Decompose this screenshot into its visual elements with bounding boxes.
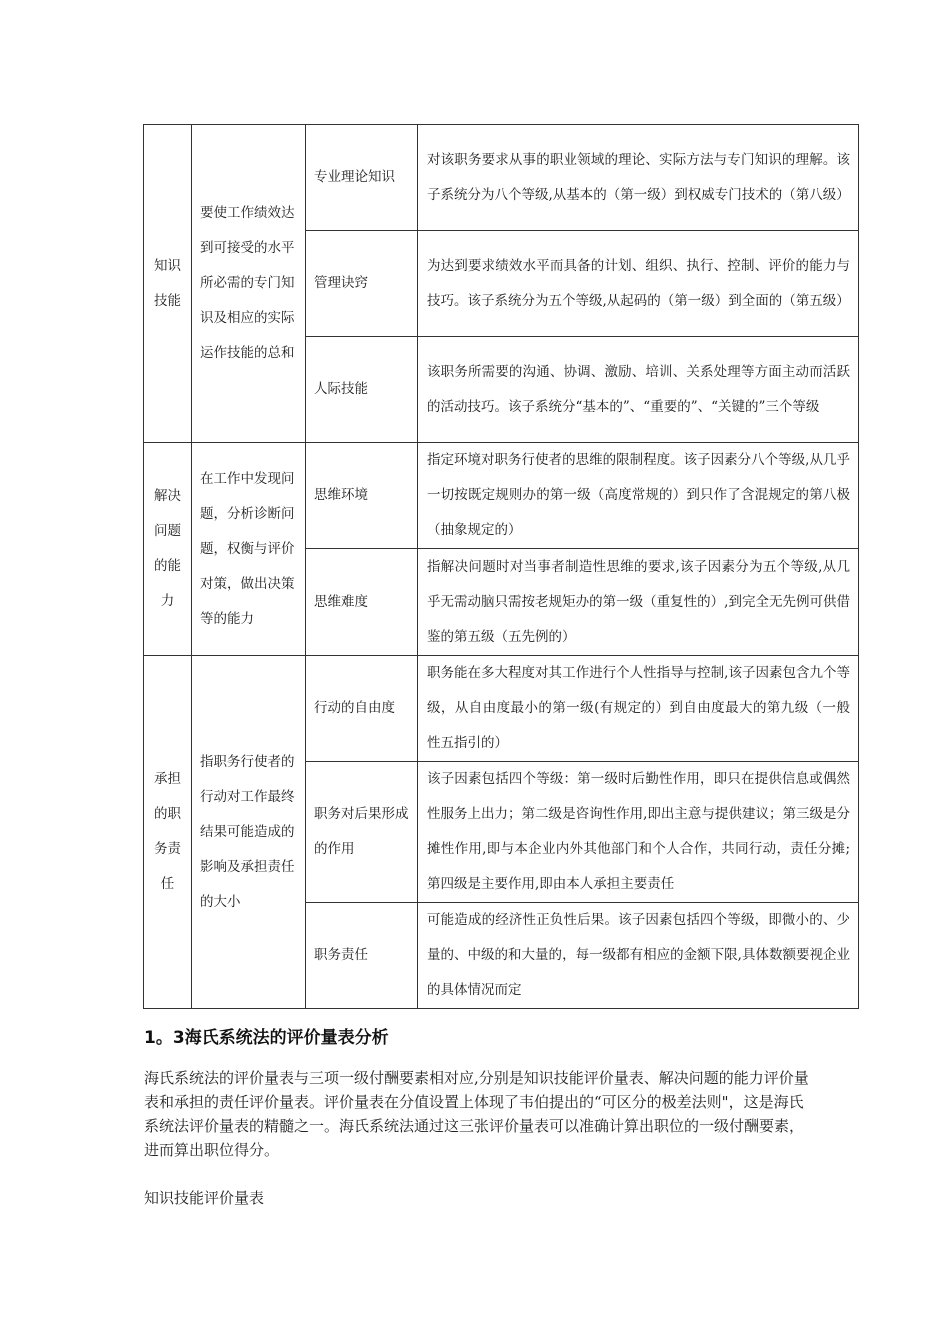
subfactor-cell	[306, 337, 418, 443]
description-cell	[418, 443, 859, 549]
table-row	[144, 125, 859, 231]
table-row	[144, 443, 859, 549]
definition-text: 指职务行使者的行动对工作最终结果可能造成的影响及承担责任的大小	[200, 753, 295, 910]
description-cell	[418, 762, 859, 903]
definition-cell	[192, 656, 306, 1009]
category-cell	[144, 443, 192, 656]
subfactor-label: 思维环境	[314, 487, 368, 503]
description-cell	[418, 337, 859, 443]
subfactor-label: 专业理论知识	[314, 169, 395, 185]
definition-text: 在工作中发现问题，分析诊断问题，权衡与评价对策，做出决策等的能力	[200, 470, 295, 627]
category-label: 解决问题的能力	[154, 488, 181, 609]
category-label: 知识技能	[154, 257, 181, 309]
definition-cell	[192, 443, 306, 656]
subfactor-label: 管理诀窍	[314, 275, 368, 291]
category-label: 承担的职务责任	[154, 771, 181, 892]
description-text: 为达到要求绩效水平而具备的计划、组织、执行、控制、评价的能力与技巧。该子系统分为五个等级,从起码的（第一级）到全面的（第五级）	[427, 257, 850, 309]
definition-text: 要使工作绩效达到可接受的水平所必需的专门知识及相应的实际运作技能的总和	[200, 205, 295, 361]
description-text: 对该职务要求从事的职业领域的理论、实际方法与专门知识的理解。该子系统分为八个等级,从基本的（第一级）到权威专门技术的（第八级）	[427, 151, 850, 203]
subfactor-label: 行动的自由度	[314, 700, 395, 716]
subfactor-cell	[306, 656, 418, 762]
description-text: 该子因素包括四个等级：第一级时后勤性作用，即只在提供信息或偶然性服务上出力；第二级是咨询性作用,即出主意与提供建议；第三级是分摊性作用,即与本企业内外其他部门和个人合作，共同行动，责任分摊;第四级是主要作用,即由本人承担主要责任	[427, 771, 850, 892]
description-cell	[418, 549, 859, 656]
description-text: 职务能在多大程度对其工作进行个人性指导与控制,该子因素包含九个等级，从自由度最小的第一级(有规定的）到自由度最大的第九级（一般性五指引的）	[427, 665, 850, 751]
description-text: 可能造成的经济性正负性后果。该子因素包括四个等级，即微小的、少量的、中级的和大量的，每一级都有相应的金额下限,具体数额要视企业的具体情况而定	[427, 912, 850, 998]
category-cell	[144, 656, 192, 1009]
body-paragraph: 海氏系统法的评价量表与三项一级付酬要素相对应,分别是知识技能评价量表、解决问题的能力评价量表和承担的责任评价量表。评价量表在分值设置上体现了韦伯提出的“可区分的极差法则"，这是海氏系统法评价量表的精髓之一。海氏系统法通过这三张评价量表可以准确计算出职位的一级付酬要素，进而算出职位得分。	[144, 1069, 809, 1159]
subfactor-label: 思维难度	[314, 593, 368, 610]
description-cell	[418, 125, 859, 231]
subfactor-cell	[306, 762, 418, 903]
subfactor-cell	[306, 125, 418, 231]
table-caption: 知识技能评价量表	[144, 1189, 265, 1207]
factor-table	[143, 124, 859, 1009]
description-text: 指解决问题时对当事者制造性思维的要求,该子因素分为五个等级,从几乎无需动脑只需按老规矩办的第一级（重复性的）,到完全无先例可供借鉴的第五级（五先例的）	[427, 558, 850, 645]
subfactor-cell	[306, 903, 418, 1009]
subfactor-cell	[306, 549, 418, 656]
description-cell	[418, 656, 859, 762]
section-heading: 1。3海氏系统法的评价量表分析	[144, 1028, 389, 1048]
subfactor-label: 职务责任	[314, 947, 368, 963]
definition-cell	[192, 125, 306, 443]
subfactor-label: 职务对后果形成的作用	[314, 806, 409, 857]
subfactor-cell	[306, 231, 418, 337]
description-text: 该职务所需要的沟通、协调、激励、培训、关系处理等方面主动而活跃的活动技巧。该子系统分“基本的”、“重要的”、“关键的”三个等级	[427, 363, 850, 415]
description-cell	[418, 231, 859, 337]
subfactor-cell	[306, 443, 418, 549]
description-text: 指定环境对职务行使者的思维的限制程度。该子因素分八个等级,从几乎一切按既定规则办的第一级（高度常规的）到只作了含混规定的第八极（抽象规定的）	[427, 452, 850, 538]
description-cell	[418, 903, 859, 1009]
subfactor-label: 人际技能	[314, 381, 368, 397]
category-cell	[144, 125, 192, 443]
table-row	[144, 656, 859, 762]
